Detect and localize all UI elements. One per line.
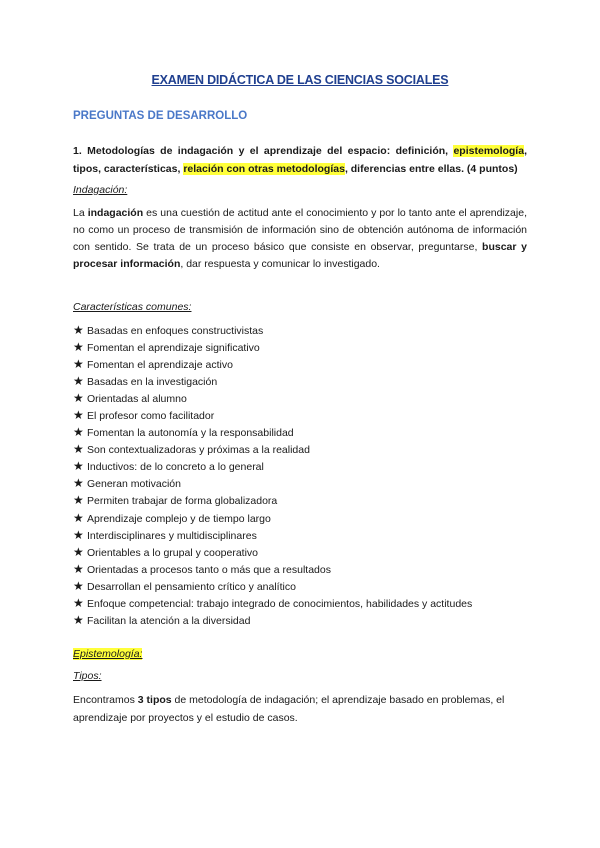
highlight-epistemologia: epistemología <box>453 145 525 157</box>
star-icon: ★ <box>73 459 84 474</box>
list-item <box>73 322 472 339</box>
list-item-text: Basadas en la investigación <box>87 376 218 389</box>
list-item-text: Fomentan la autonomía y la responsabilidad <box>87 427 294 440</box>
list-item <box>73 339 472 356</box>
list-item-text: Interdisciplinares y multidisciplinares <box>87 529 257 542</box>
para-bold: 3 tipos <box>137 694 172 706</box>
star-icon: ★ <box>73 510 84 525</box>
para-text: Encontramos <box>73 694 138 706</box>
page-title: EXAMEN DIDÁCTICA DE LAS CIENCIAS SOCIALES <box>151 73 449 87</box>
star-icon: ★ <box>73 391 84 406</box>
list-item-text: Basadas en enfoques constructivistas <box>87 325 264 337</box>
heading-tipos: Tipos: <box>73 670 102 682</box>
star-icon: ★ <box>73 442 84 457</box>
list-item <box>73 373 472 390</box>
list-item <box>73 595 472 612</box>
list-item-text: Orientadas a procesos tanto o más que a resultados <box>87 563 331 576</box>
list-item <box>73 527 472 544</box>
para-text: es una cuestión de actitud ante el conocimiento y por lo tanto ante el aprendizaje, no como un proceso de transmisión de información sino de obtención autónoma de información con sentido. Se trata de un proceso básico que consiste en observar, preguntarse, <box>73 207 527 254</box>
list-item <box>73 424 472 441</box>
star-icon: ★ <box>73 340 84 355</box>
list-item <box>73 407 472 424</box>
para-bold: indagación <box>87 207 144 219</box>
question-part: , tipos, características, <box>73 145 527 175</box>
heading-indagacion: Indagación: <box>73 184 128 196</box>
star-icon: ★ <box>73 561 84 576</box>
heading-caracteristicas: Características comunes: <box>73 301 192 313</box>
list-item <box>73 561 472 578</box>
question-part: , diferencias entre ellas. (4 puntos) <box>344 162 518 175</box>
list-item-text: Fomentan el aprendizaje activo <box>87 359 233 372</box>
star-icon: ★ <box>73 425 84 440</box>
para-bold: buscar y procesar información <box>73 241 527 271</box>
list-item <box>73 458 472 475</box>
list-item-text: Desarrollan el pensamiento crítico y analítico <box>87 580 296 593</box>
characteristics-list <box>73 322 472 629</box>
list-item-text: Generan motivación <box>87 478 181 491</box>
list-item <box>73 578 472 595</box>
list-item <box>73 356 472 373</box>
para-text: La <box>73 207 88 219</box>
list-item <box>73 441 472 458</box>
heading-epistemologia: Epistemología: <box>73 648 143 660</box>
list-item-text: Son contextualizadoras y próximas a la realidad <box>87 444 310 457</box>
paragraph-tipos <box>73 692 527 727</box>
list-item <box>73 510 472 527</box>
star-icon: ★ <box>73 578 84 593</box>
list-item-text: Orientables a lo grupal y cooperativo <box>87 546 259 559</box>
star-icon: ★ <box>73 357 84 372</box>
list-item <box>73 390 472 407</box>
star-icon: ★ <box>73 374 84 389</box>
star-icon: ★ <box>73 476 84 491</box>
section-title: PREGUNTAS DE DESARROLLO <box>73 110 248 122</box>
list-item <box>73 544 472 561</box>
list-item-text: Facilitan la atención a la diversidad <box>87 614 251 627</box>
list-item-text: Aprendizaje complejo y de tiempo largo <box>87 512 271 525</box>
list-item <box>73 612 472 629</box>
list-item-text: El profesor como facilitador <box>87 410 215 423</box>
star-icon: ★ <box>73 323 84 337</box>
para-text: de metodología de indagación; el aprendizaje basado en problemas, el aprendizaje por proyectos y el estudio de casos. <box>73 694 505 724</box>
list-item <box>73 492 472 509</box>
star-icon: ★ <box>73 544 84 559</box>
star-icon: ★ <box>73 493 84 508</box>
question-part: 1. Metodologías de indagación y el aprendizaje del espacio: definición, <box>73 145 454 157</box>
star-icon: ★ <box>73 527 84 542</box>
list-item-text: Orientadas al alumno <box>87 393 187 406</box>
highlight-relacion: relación con otras metodologías <box>183 162 345 175</box>
list-item-text: Fomentan el aprendizaje significativo <box>87 342 260 355</box>
list-item-text: Permiten trabajar de forma globalizadora <box>87 495 278 508</box>
star-icon: ★ <box>73 595 84 610</box>
question-text <box>73 143 527 178</box>
star-icon: ★ <box>73 612 84 627</box>
list-item-text: Enfoque competencial: trabajo integrado de conocimientos, habilidades y actitudes <box>87 597 473 610</box>
list-item-text: Inductivos: de lo concreto a lo general <box>87 461 264 474</box>
list-item <box>73 475 472 492</box>
paragraph-indagacion <box>73 205 527 273</box>
star-icon: ★ <box>73 408 84 423</box>
para-text: , dar respuesta y comunicar lo investigado. <box>180 258 380 271</box>
